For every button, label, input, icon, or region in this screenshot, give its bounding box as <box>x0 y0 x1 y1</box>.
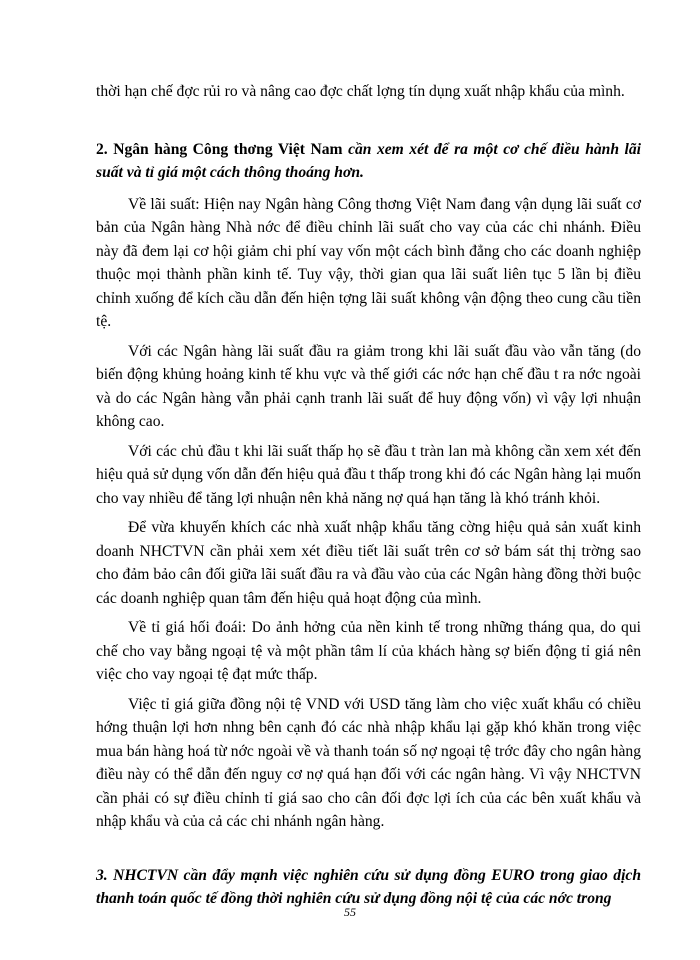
paragraph-interest-rate: Về lãi suất: Hiện nay Ngân hàng Công thơng Việt Nam đang vận dụng lãi suất cơ bản của Ngân hàng Nhà nớc để điều chỉnh lãi suất cho vay của các chi nhánh. Điều này đã đem lại cơ hội giảm chi phí vay vốn một cách bình đẳng cho các doanh nghiệp thuộc mọi thành phần kinh tế. Tuy vậy, thời gian qua lãi suất liên tục 5 lần bị điều chỉnh xuống để kích cầu dẫn đến hiện tợng lãi suất không vận động theo cung cầu tiền tệ. <box>96 195 641 330</box>
page-number: 55 <box>344 905 356 919</box>
paragraph-vnd-usd: Việc tỉ giá giữa đồng nội tệ VND với USD tăng làm cho việc xuất khẩu có chiều hớng thuận lợi hơn nhng bên cạnh đó các nhà nhập khẩu lại gặp khó khăn trong việc mua bán hàng hoá từ nớc ngoài về và thanh toán số nợ ngoại tệ trớc đây cho ngân hàng điều này có thể dẫn đến nguy cơ nợ quá hạn đối với các ngân hàng. Vì vậy NHCTVN cần phải có sự điều chỉnh tỉ giá sao cho cân đối đợc lợi ích của các bên xuất khẩu và nhập khẩu và của cả các chi nhánh ngân hàng. <box>96 695 641 830</box>
section-heading-3: 3. NHCTVN cần đẩy mạnh việc nghiên cứu sử dụng đồng EURO trong giao dịch thanh toán quốc tế đồng thời nghiên cứu sử dụng đồng nội tệ của các nớc trong <box>96 866 641 907</box>
paragraph-investors: Với các chủ đầu t khi lãi suất thấp họ sẽ đầu t tràn lan mà không cần xem xét đến hiệu quả sử dụng vốn dẫn đến hiệu quả đầu t thấp trong khi đó các Ngân hàng lại muốn cho vay nhiều để tăng lợi nhuận nên khả năng nợ quá hạn tăng là khó tránh khỏi. <box>96 442 642 507</box>
section-heading-2-title: 2. Ngân hàng Công thơng Việt Nam <box>96 140 343 158</box>
page-body <box>96 80 641 911</box>
paragraph-exchange-rate: Về tỉ giá hối đoái: Do ảnh hởng của nền kinh tế trong những tháng qua, do qui chế cho vay bằng ngoại tệ và một phần tâm lí của khách hàng sợ biến động tỉ giá nên việc cho vay ngoại tệ đạt mức thấp. <box>96 619 641 683</box>
paragraph-encourage: Để vừa khuyến khích các nhà xuất nhập khẩu tăng cờng hiệu quả sản xuất kinh doanh NHCTVN cần phải xem xét điều tiết lãi suất trên cơ sở bám sát thị trờng sao cho đảm bảo cân đối giữa lãi suất đầu ra và đầu vào của các Ngân hàng đồng thời buộc các doanh nghiệp quan tâm đến hiệu quả hoạt động của mình. <box>96 519 641 607</box>
paragraph-banks: Với các Ngân hàng lãi suất đầu ra giảm trong khi lãi suất đầu vào vẫn tăng (do biến động khủng hoảng kinh tế khu vực và thế giới các nớc hạn chế đầu t ra nớc ngoài và do các Ngân hàng vẫn phải cạnh tranh lãi suất để huy động vốn) vì vậy lợi nhuận không cao. <box>96 342 641 430</box>
section-heading-2 <box>96 138 641 185</box>
section-heading-2-subtitle: cần xem xét để ra một cơ chế điều hành lãi suất và tỉ giá một cách thông thoáng hơn. <box>96 140 641 181</box>
paragraph-continuation: thời hạn chế đợc rủi ro và nâng cao đợc chất lợng tín dụng xuất nhập khẩu của mình. <box>96 83 625 100</box>
